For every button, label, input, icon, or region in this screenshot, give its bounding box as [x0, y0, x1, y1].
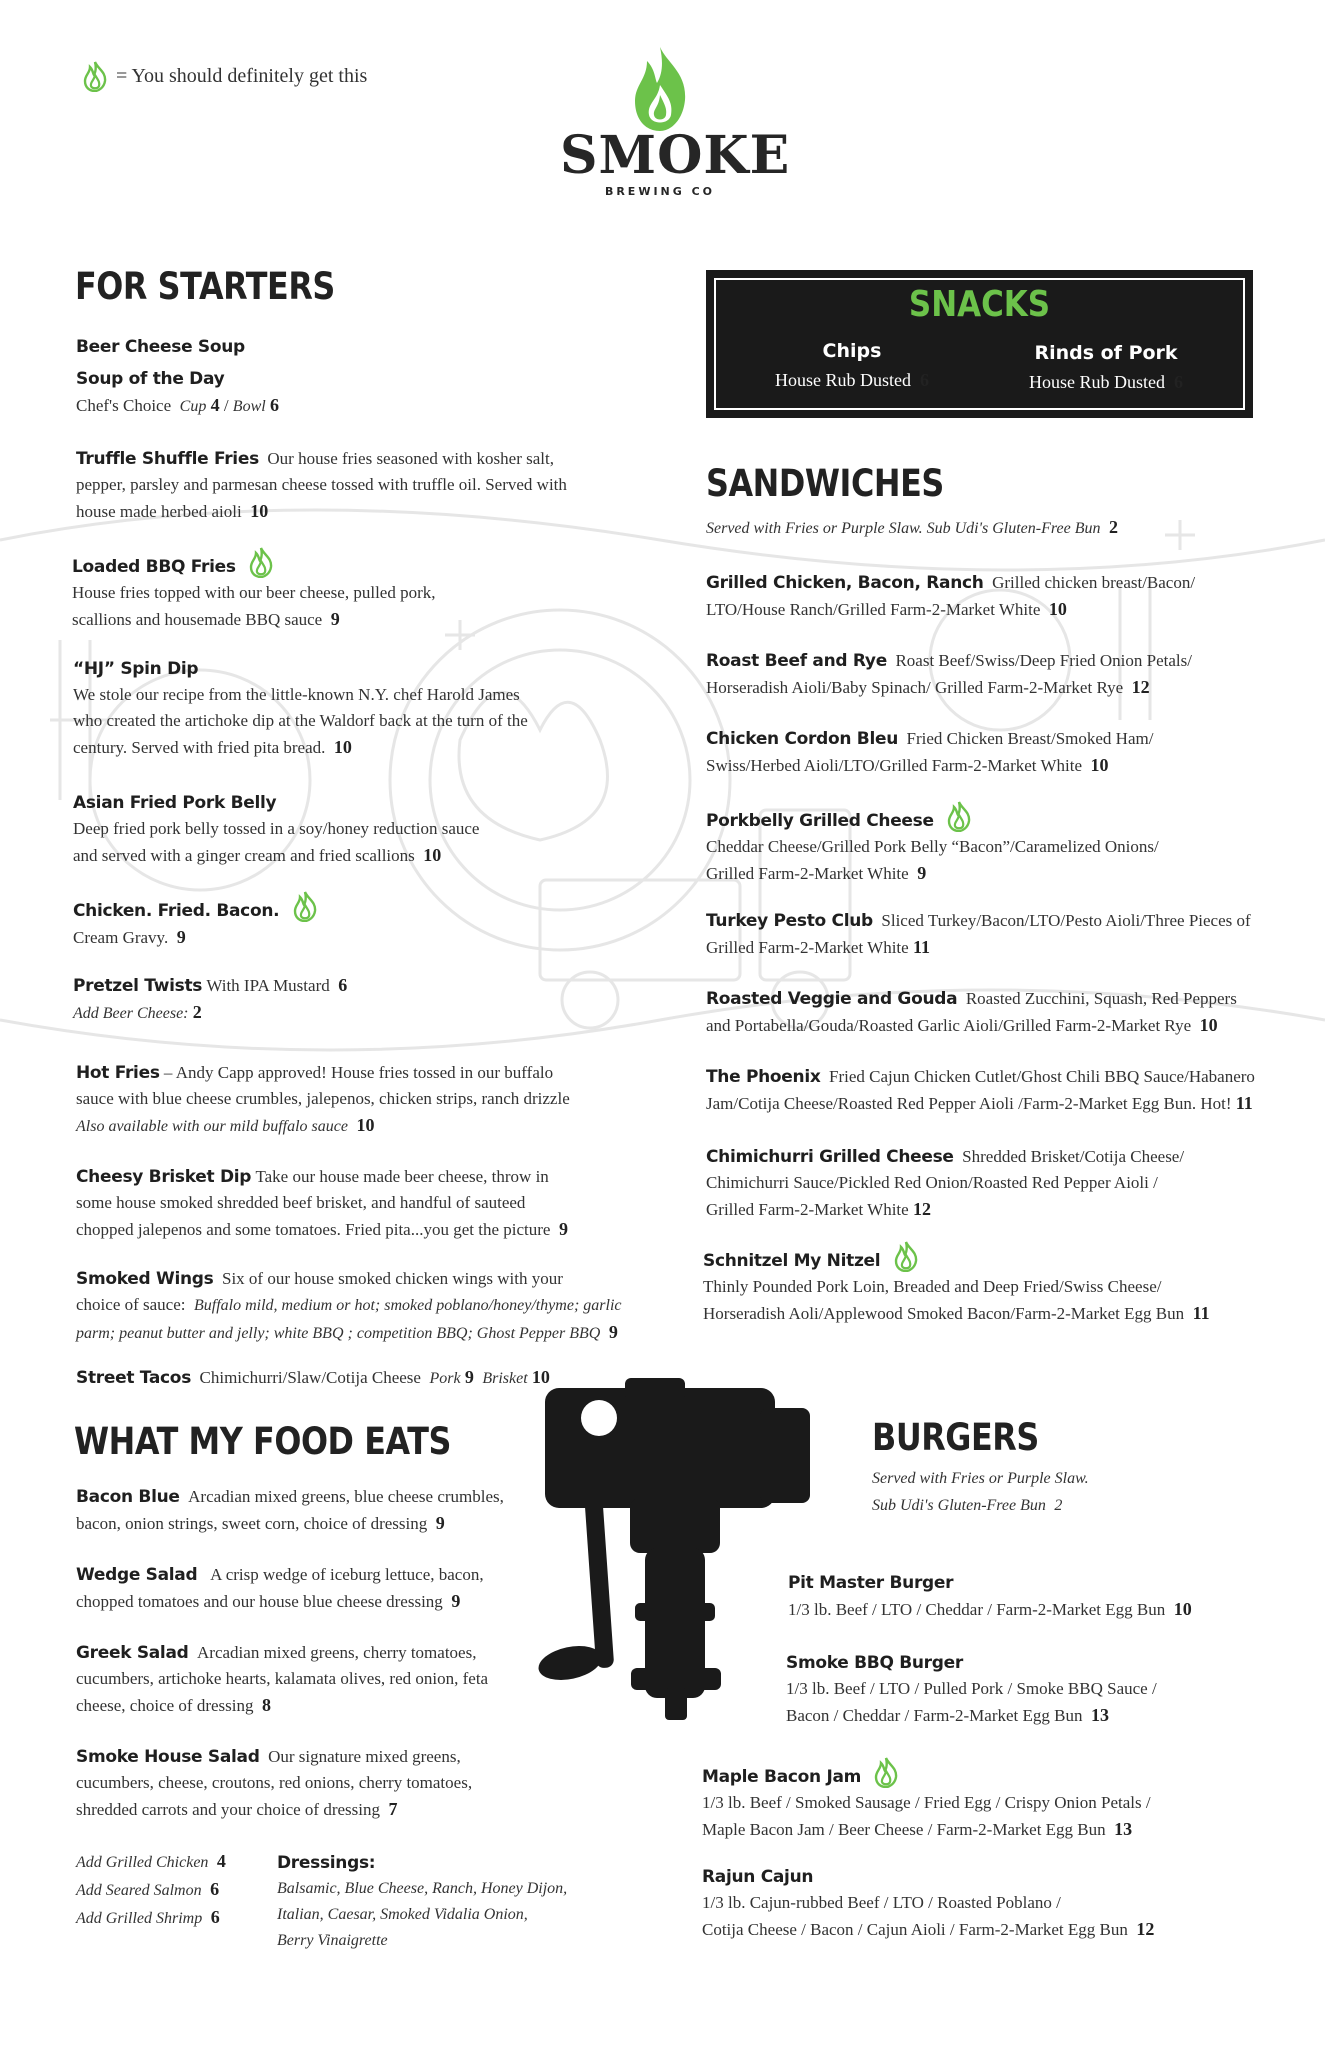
item-name: Rinds of Pork: [1034, 342, 1178, 364]
item-desc: Cotija Cheese / Bacon / Cajun Aioli / Farm-2-Market Egg Bun: [702, 1920, 1128, 1939]
brisket-label: Brisket: [482, 1370, 528, 1387]
item-price: 8: [261, 1695, 271, 1715]
item-price: 6: [920, 370, 929, 390]
item-price: 9: [558, 1219, 568, 1239]
item-desc: Horseradish Aoli/Applewood Smoked Bacon/Farm-2-Market Egg Bun: [703, 1304, 1185, 1323]
item-name: Turkey Pesto Club: [706, 911, 873, 931]
starter-item: [76, 446, 567, 525]
item-name: Smoke House Salad: [76, 1747, 260, 1767]
starter-item: [76, 366, 279, 420]
addon-price: 2: [192, 1002, 202, 1022]
item-name: Roasted Veggie and Gouda: [706, 989, 958, 1009]
item-name: Smoked Wings: [76, 1269, 214, 1289]
item-desc: and Portabella/Gouda/Roasted Garlic Aioli/Grilled Farm-2-Market Rye: [706, 1016, 1192, 1035]
addon-price: 4: [216, 1851, 226, 1871]
addon-label: Add Grilled Shrimp: [76, 1910, 203, 1927]
sandwich-item: [703, 1240, 1210, 1327]
subtitle-text: Served with Fries or Purple Slaw.: [872, 1470, 1089, 1487]
burger-item: [702, 1864, 1154, 1943]
item-name: Chicken Cordon Bleu: [706, 729, 899, 749]
item-desc: Chef's Choice: [76, 396, 172, 415]
item-desc: parm; peanut butter and jelly; white BBQ ; competition BBQ; Ghost Pepper BBQ: [76, 1325, 601, 1342]
item-desc: Roasted Zucchini, Squash, Red Peppers: [965, 989, 1237, 1008]
separator: /: [223, 396, 229, 415]
item-desc: Also available with our mild buffalo sauce: [76, 1118, 348, 1135]
flame-icon: [944, 800, 974, 832]
item-price: 7: [388, 1799, 398, 1819]
legend-text: = You should definitely get this: [116, 64, 368, 87]
subtitle-price: 2: [1108, 517, 1118, 537]
item-desc: Grilled Farm-2-Market White: [706, 938, 909, 957]
starter-item: [72, 546, 436, 633]
item-desc: bacon, onion strings, sweet corn, choice of dressing: [76, 1514, 428, 1533]
logo-wordmark: SMOKE: [560, 125, 791, 186]
item-desc: Shredded Brisket/Cotija Cheese/: [962, 1147, 1185, 1166]
flame-icon: [290, 890, 320, 922]
item-desc: Grilled chicken breast/Bacon/: [992, 573, 1196, 592]
item-desc: some house smoked shredded beef brisket, and handful of sauteed: [76, 1193, 526, 1212]
item-desc: 1/3 lb. Cajun-rubbed Beef / LTO / Roasted Poblano /: [702, 1893, 1061, 1912]
addon-label: Add Grilled Chicken: [76, 1854, 209, 1871]
item-name: Beer Cheese Soup: [76, 337, 245, 357]
salads-title: WHAT MY FOOD EATS: [74, 1420, 451, 1463]
item-desc: Horseradish Aioli/Baby Spinach/ Grilled Farm-2-Market Rye: [706, 678, 1124, 697]
starter-item: [73, 790, 479, 869]
item-name: Wedge Salad: [76, 1565, 198, 1585]
item-desc: Fried Cajun Chicken Cutlet/Ghost Chili BBQ Sauce/Habanero: [829, 1067, 1255, 1086]
item-name: Smoke BBQ Burger: [786, 1653, 963, 1673]
item-name: Pretzel Twists: [73, 976, 203, 996]
item-desc: Six of our house smoked chicken wings with your: [221, 1269, 563, 1288]
item-name: The Phoenix: [706, 1067, 821, 1087]
item-name: Porkbelly Grilled Cheese: [706, 811, 934, 831]
item-name: Greek Salad: [76, 1643, 189, 1663]
item-name: Soup of the Day: [76, 369, 225, 389]
item-desc: Deep fried pork belly tossed in a soy/honey reduction sauce: [73, 819, 480, 838]
item-desc: Take our house made beer cheese, throw in: [255, 1167, 549, 1186]
item-desc: A crisp wedge of iceburg lettuce, bacon,: [210, 1565, 484, 1584]
dressings-list: Italian, Caesar, Smoked Vidalia Onion,: [277, 1906, 528, 1923]
item-name: Maple Bacon Jam: [702, 1767, 862, 1787]
item-desc: scallions and housemade BBQ sauce: [72, 610, 323, 629]
flame-icon: [891, 1240, 921, 1272]
sandwich-item: [706, 726, 1153, 779]
item-desc: chopped jalepenos and some tomatoes. Fried pita...you get the picture: [76, 1220, 551, 1239]
item-desc: century. Served with fried pita bread.: [73, 738, 326, 757]
salad-item: [76, 1744, 472, 1823]
item-desc: shredded carrots and your choice of dressing: [76, 1800, 381, 1819]
item-desc: chopped tomatoes and our house blue cheese dressing: [76, 1592, 443, 1611]
sandwich-item: [706, 1064, 1255, 1117]
item-desc: Buffalo mild, medium or hot; smoked poblano/honey/thyme; garlic: [194, 1297, 622, 1314]
item-desc: Bacon / Cheddar / Farm-2-Market Egg Bun: [786, 1706, 1083, 1725]
item-name: Grilled Chicken, Bacon, Ranch: [706, 573, 984, 593]
item-name: Roast Beef and Rye: [706, 651, 887, 671]
pork-label: Pork: [429, 1370, 461, 1387]
item-desc: Cheddar Cheese/Grilled Pork Belly “Bacon”/Caramelized Onions/: [706, 837, 1159, 856]
item-price: 13: [1091, 1705, 1109, 1725]
item-name: Chicken. Fried. Bacon.: [73, 901, 280, 921]
item-desc: Jam/Cotija Cheese/Roasted Red Pepper Aioli /Farm-2-Market Egg Bun. Hot!: [706, 1094, 1232, 1113]
sandwiches-subtitle: [706, 514, 1118, 542]
addon-label: Add Seared Salmon: [76, 1882, 202, 1899]
item-name: Chips: [822, 340, 882, 362]
item-price: 10: [1199, 1015, 1218, 1035]
item-desc: Roast Beef/Swiss/Deep Fried Onion Petals/: [895, 651, 1192, 670]
item-desc: Grilled Farm-2-Market White: [706, 864, 909, 883]
item-desc: Thinly Pounded Pork Loin, Breaded and Deep Fried/Swiss Cheese/: [703, 1277, 1162, 1296]
item-desc: House Rub Dusted: [775, 370, 911, 390]
item-desc: pepper, parsley and parmesan cheese tossed with truffle oil. Served with: [76, 475, 567, 494]
item-price: 10: [1048, 599, 1067, 619]
dressings-list: Berry Vinaigrette: [277, 1932, 388, 1949]
item-price: 9: [608, 1322, 618, 1342]
item-desc: 1/3 lb. Beef / Smoked Sausage / Fried Egg / Crispy Onion Petals /: [702, 1793, 1151, 1812]
item-desc: sauce with blue cheese crumbles, jalepenos, chicken strips, ranch drizzle: [76, 1089, 570, 1108]
item-desc: Cream Gravy.: [73, 928, 169, 947]
item-desc: We stole our recipe from the little-known N.Y. chef Harold James: [73, 685, 520, 704]
item-name: Chimichurri Grilled Cheese: [706, 1147, 954, 1167]
item-desc: choice of sauce:: [76, 1295, 186, 1314]
item-name: Loaded BBQ Fries: [72, 557, 236, 577]
flame-icon: [246, 546, 276, 578]
item-name: Asian Fried Pork Belly: [73, 793, 277, 813]
item-price: 10: [250, 501, 269, 521]
item-desc: Maple Bacon Jam / Beer Cheese / Farm-2-Market Egg Bun: [702, 1820, 1106, 1839]
item-price: 9: [176, 927, 186, 947]
pork-price: 9: [464, 1367, 474, 1387]
item-price: 12: [1136, 1919, 1155, 1939]
item-name: Bacon Blue: [76, 1487, 180, 1507]
item-price: 9: [451, 1591, 461, 1611]
item-desc: Fried Chicken Breast/Smoked Ham/: [906, 729, 1154, 748]
salad-addons: [76, 1848, 226, 1932]
item-desc: Chimichurri/Slaw/Cotija Cheese: [199, 1368, 421, 1387]
sandwich-item: [706, 570, 1195, 623]
burger-item: [788, 1570, 1192, 1623]
logo-subtitle: BREWING CO: [604, 185, 716, 198]
item-desc: House Rub Dusted: [1029, 372, 1165, 392]
item-price: 11: [1192, 1303, 1210, 1323]
item-desc: House fries topped with our beer cheese, pulled pork,: [72, 583, 436, 602]
item-desc: LTO/House Ranch/Grilled Farm-2-Market White: [706, 600, 1041, 619]
starter-item: [73, 890, 320, 951]
item-desc: Arcadian mixed greens, cherry tomatoes,: [197, 1643, 477, 1662]
starter-item: [76, 334, 245, 360]
item-price: 6: [1174, 372, 1183, 392]
item-name: “HJ” Spin Dip: [73, 659, 199, 679]
sandwich-item: [706, 1144, 1184, 1223]
subtitle-price: 2: [1054, 1497, 1063, 1514]
item-desc: – Andy Capp approved! House fries tossed in our buffalo: [163, 1063, 554, 1082]
item-price: 13: [1114, 1819, 1133, 1839]
sandwich-item: [706, 800, 1159, 887]
snacks-title: SNACKS: [908, 284, 1051, 325]
cup-label: Cup: [179, 398, 207, 415]
brisket-price: 10: [531, 1367, 550, 1387]
item-price: 9: [330, 609, 340, 629]
item-price: 12: [912, 1199, 931, 1219]
item-desc: Chimichurri Sauce/Pickled Red Onion/Roasted Red Pepper Aioli /: [706, 1173, 1158, 1192]
item-name: Hot Fries: [76, 1063, 160, 1083]
flame-icon: [80, 60, 110, 92]
item-price: 10: [1090, 755, 1109, 775]
item-desc: 1/3 lb. Beef / LTO / Cheddar / Farm-2-Market Egg Bun: [788, 1600, 1166, 1619]
item-desc: Arcadian mixed greens, blue cheese crumbles,: [188, 1487, 504, 1506]
item-price: 10: [356, 1115, 375, 1135]
item-price: 9: [435, 1513, 445, 1533]
item-desc: cucumbers, cheese, croutons, red onions, cherry tomatoes,: [76, 1773, 473, 1792]
dressings: [277, 1850, 567, 1954]
item-price: 9: [917, 863, 927, 883]
item-desc: With IPA Mustard: [206, 976, 330, 995]
brand-logo: [560, 45, 791, 205]
snack-item: [752, 340, 952, 391]
item-desc: house made herbed aioli: [76, 502, 242, 521]
snack-item: [1006, 342, 1206, 393]
logo-flame-icon: [625, 45, 695, 135]
burger-item: [702, 1756, 1151, 1843]
item-desc: Swiss/Herbed Aioli/LTO/Grilled Farm-2-Market White: [706, 756, 1083, 775]
flame-icon: [871, 1756, 901, 1788]
legend: [80, 60, 367, 92]
burgers-subtitle: [872, 1466, 1089, 1519]
starters-title: FOR STARTERS: [75, 265, 335, 308]
item-price: 11: [1235, 1093, 1253, 1113]
item-desc: 1/3 lb. Beef / LTO / Pulled Pork / Smoke BBQ Sauce /: [786, 1679, 1157, 1698]
item-desc: Sliced Turkey/Bacon/LTO/Pesto Aioli/Three Pieces of: [881, 911, 1251, 930]
dressings-list: Balsamic, Blue Cheese, Ranch, Honey Dijon,: [277, 1880, 568, 1897]
item-desc: Grilled Farm-2-Market White: [706, 1200, 909, 1219]
bowl-label: Bowl: [232, 398, 266, 415]
item-desc: who created the artichoke dip at the Waldorf back at the turn of the: [73, 711, 528, 730]
sandwich-item: [706, 648, 1192, 701]
starter-item: [73, 656, 528, 761]
item-price: 6: [338, 975, 348, 995]
starter-item: [76, 1364, 550, 1392]
sandwich-item: [706, 908, 1251, 961]
sandwiches-title: SANDWICHES: [706, 462, 944, 505]
burgers-title: BURGERS: [872, 1416, 1039, 1459]
burger-item: [786, 1650, 1157, 1729]
item-desc: and served with a ginger cream and fried scallions: [73, 846, 415, 865]
item-name: Schnitzel My Nitzel: [703, 1251, 881, 1271]
item-desc: Our signature mixed greens,: [268, 1747, 461, 1766]
salad-item: [76, 1562, 484, 1615]
item-desc: cucumbers, artichoke hearts, kalamata olives, red onion, feta: [76, 1669, 489, 1688]
salad-item: [76, 1640, 488, 1719]
addon-price: 6: [210, 1907, 220, 1927]
subtitle-text: Served with Fries or Purple Slaw. Sub Udi's Gluten-Free Bun: [706, 520, 1101, 537]
snacks-box: [706, 270, 1253, 418]
item-price: 11: [912, 937, 930, 957]
subtitle-text: Sub Udi's Gluten-Free Bun: [872, 1497, 1046, 1514]
salad-item: [76, 1484, 504, 1537]
item-price: 10: [423, 845, 442, 865]
dressings-title: Dressings:: [277, 1853, 376, 1873]
item-desc: Our house fries seasoned with kosher salt,: [267, 449, 554, 468]
item-name: Truffle Shuffle Fries: [76, 449, 259, 469]
starter-item: [76, 1060, 570, 1140]
item-name: Cheesy Brisket Dip: [76, 1167, 252, 1187]
item-desc: cheese, choice of dressing: [76, 1696, 254, 1715]
addon-price: 6: [210, 1879, 220, 1899]
item-name: Street Tacos: [76, 1368, 192, 1388]
sandwich-item: [706, 986, 1237, 1039]
item-name: Rajun Cajun: [702, 1867, 814, 1887]
item-price: 12: [1131, 677, 1150, 697]
item-price: 10: [1173, 1599, 1192, 1619]
item-name: Pit Master Burger: [788, 1573, 954, 1593]
starter-item: [76, 1266, 621, 1347]
cup-price: 4: [210, 395, 220, 415]
item-addon: Add Beer Cheese:: [73, 1005, 189, 1022]
starter-item: [76, 1164, 568, 1243]
starter-item: [73, 972, 347, 1027]
bowl-price: 6: [269, 395, 279, 415]
item-price: 10: [333, 737, 352, 757]
